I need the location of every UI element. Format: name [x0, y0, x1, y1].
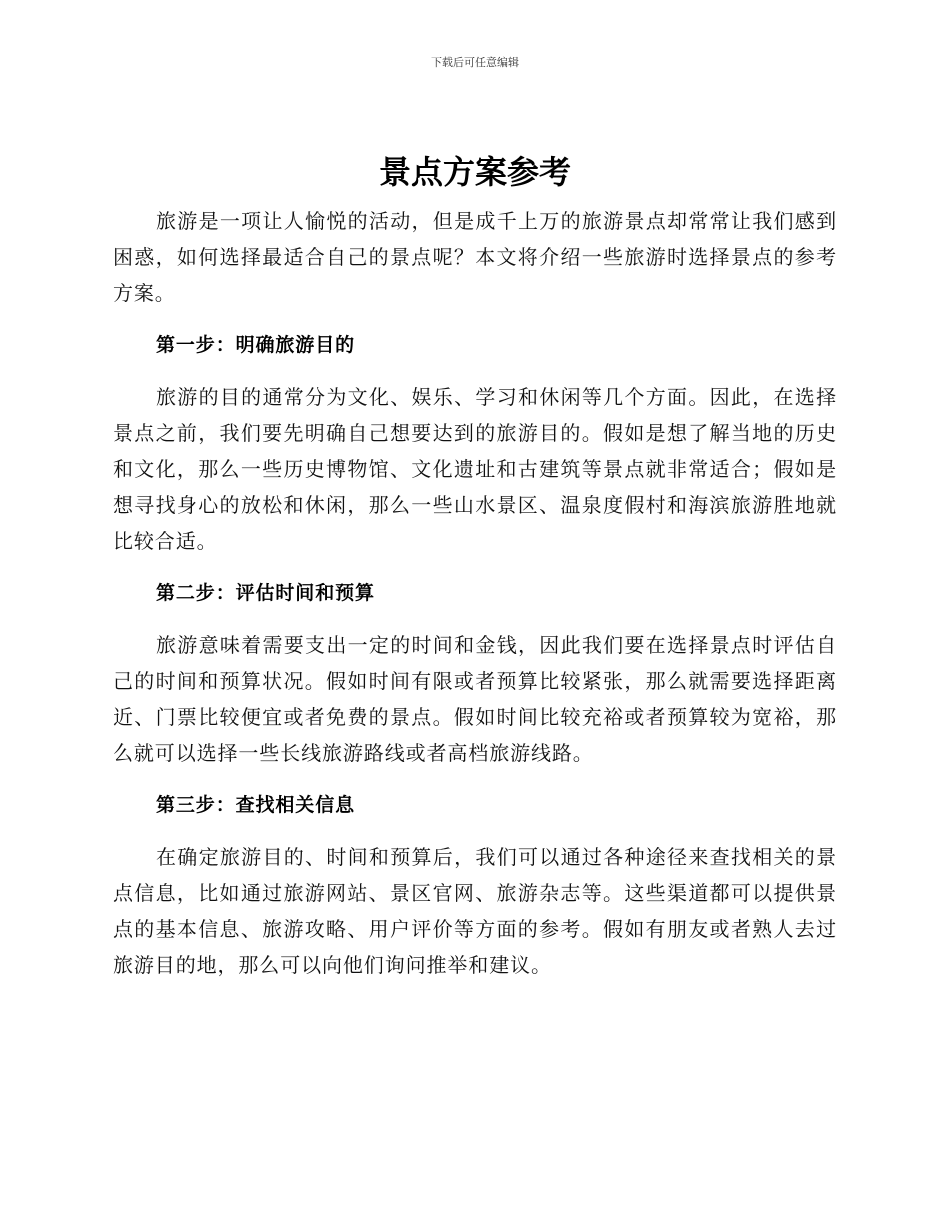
document-title: 景点方案参考 [378, 153, 571, 191]
document-body [113, 203, 837, 983]
section-heading-step-1: 第一步：明确旅游目的 [156, 334, 356, 356]
header-note: 下载后可任意编辑 [431, 56, 519, 69]
section-body-step-3: 在确定旅游目的、时间和预算后，我们可以通过各种途径来查找相关的景点信息，比如通过旅游网站、景区官网、旅游杂志等。这些渠道都可以提供景点的基本信息、旅游攻略、用户评价等方面的参考。假如有朋友或者熟人去过旅游目的地，那么可以向他们询问推举和建议。 [113, 845, 837, 977]
intro-paragraph: 旅游是一项让人愉悦的活动，但是成千上万的旅游景点却常常让我们感到困惑，如何选择最适合自己的景点呢？本文将介绍一些旅游时选择景点的参考方案。 [113, 209, 837, 305]
section-body-step-1: 旅游的目的通常分为文化、娱乐、学习和休闲等几个方面。因此，在选择景点之前，我们要先明确自己想要达到的旅游目的。假如是想了解当地的历史和文化，那么一些历史博物馆、文化遗址和古建筑等景点就非常适合；假如是想寻找身心的放松和休闲，那么一些山水景区、温泉度假村和海滨旅游胜地就比较合适。 [113, 385, 837, 553]
section-heading-step-3: 第三步：查找相关信息 [156, 794, 356, 816]
section-heading-step-2: 第二步：评估时间和预算 [156, 582, 375, 604]
section-body-step-2: 旅游意味着需要支出一定的时间和金钱，因此我们要在选择景点时评估自己的时间和预算状况。假如时间有限或者预算比较紧张，那么就需要选择距离近、门票比较便宜或者免费的景点。假如时间比较充裕或者预算较为宽裕，那么就可以选择一些长线旅游路线或者高档旅游线路。 [113, 633, 837, 765]
